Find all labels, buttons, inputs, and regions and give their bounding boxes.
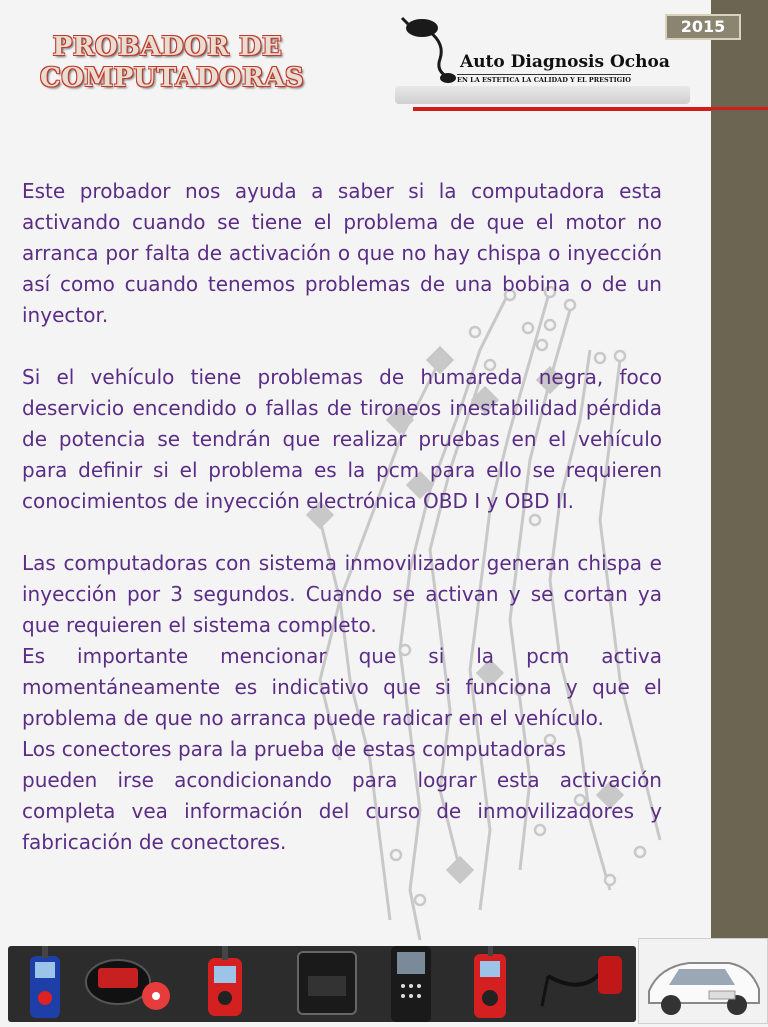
scanner-products-strip bbox=[8, 946, 636, 1022]
body-text bbox=[22, 176, 662, 858]
paragraph-conectores: Los conectores para la prueba de estas computadoras bbox=[22, 737, 567, 761]
title-line-1: PROBADOR DE bbox=[52, 32, 283, 62]
logo-shadow bbox=[395, 86, 690, 104]
year-badge: 2015 bbox=[665, 14, 741, 40]
page-title bbox=[40, 32, 305, 94]
scanner-tools-icon bbox=[8, 946, 636, 1022]
red-divider-line bbox=[413, 107, 711, 111]
paragraph-inmovilizador: Las computadoras con sistema inmovilizador generan chispa e inyección por 3 segundos. Cuando se activan y se cortan ya que requieren el sistema completo. bbox=[22, 551, 662, 637]
title-line-2: COMPUTADORAS bbox=[40, 63, 305, 93]
red-divider-line-extension bbox=[711, 107, 768, 110]
paragraph-acondicionando: pueden irse acondicionando para lograr esta activación completa vea información del curso de inmovilizadores y fabricación de conectores. bbox=[22, 768, 662, 854]
car-icon bbox=[639, 939, 767, 1023]
logo-tagline: EN LA ESTETICA LA CALIDAD Y EL PRESTIGIO bbox=[457, 76, 631, 84]
logo-brand-text: Auto Diagnosis Ochoa bbox=[460, 52, 670, 72]
paragraph-probador: Este probador nos ayuda a saber si la computadora esta activando cuando se tiene el problema de que el motor no arranca por falta de activación o que no hay chispa o inyección así como cuando tenemos problemas de una bobina o de un inyector. bbox=[22, 179, 662, 327]
right-sidebar-bar bbox=[711, 0, 768, 1024]
paragraph-importante: Es importante mencionar que si la pcm activa momentáneamente es indicativo que si funciona y que el problema de que no arranca puede radicar en el vehículo. bbox=[22, 644, 662, 730]
paragraph-humareda: Si el vehículo tiene problemas de humareda negra, foco deservicio encendido o fallas de tironeos inestabilidad pérdida de potencia se tendrán que realizar pruebas en el vehículo para definir si el problema es la pcm para ello se requieren conocimientos de inyección electrónica OBD I y OBD II. bbox=[22, 365, 662, 513]
car-photo bbox=[638, 938, 768, 1024]
company-logo bbox=[395, 14, 690, 104]
